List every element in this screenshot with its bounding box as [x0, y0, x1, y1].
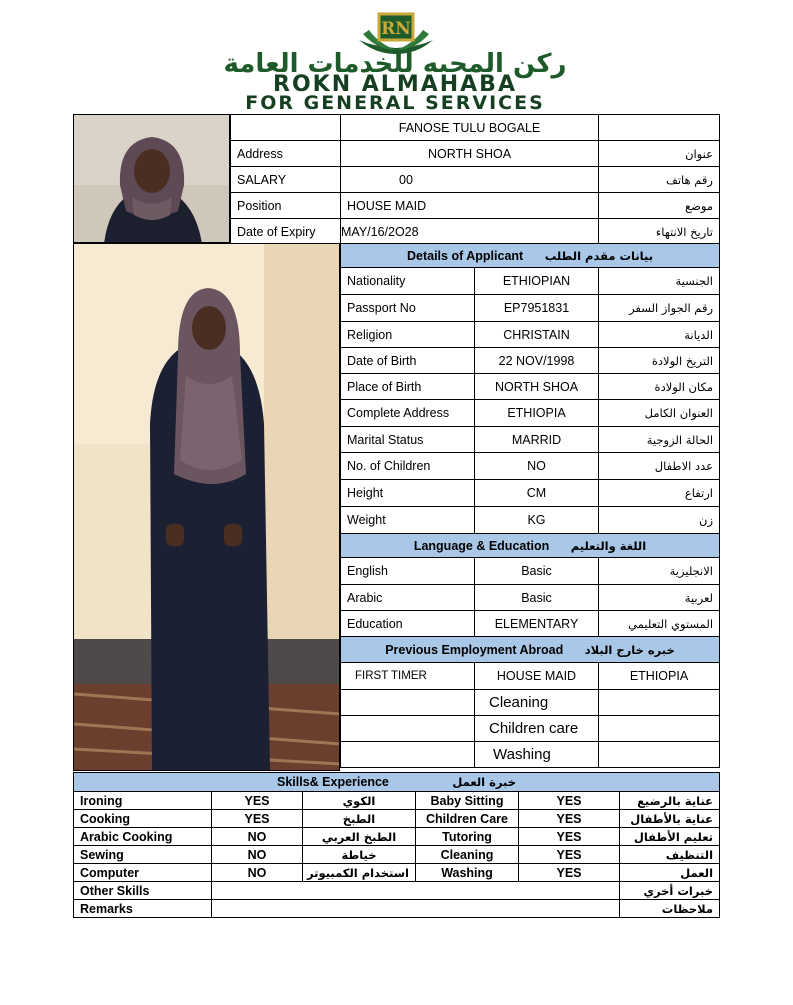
field-label: Date of Birth [341, 348, 475, 374]
field-value: 22 NOV/1998 [475, 348, 599, 374]
remarks-label-arabic: ملاحظات [620, 900, 720, 918]
skill-value: NO [212, 846, 303, 864]
section-header-employment [341, 637, 720, 663]
field-label: Complete Address [341, 400, 475, 427]
skill-label-arabic: الطبخ العربي [303, 828, 416, 846]
applicant-details-table [340, 243, 720, 768]
skill-label: Arabic Cooking [74, 828, 212, 846]
section-header-language [341, 534, 720, 558]
section-header-applicant [341, 244, 720, 268]
field-label: Height [341, 480, 475, 507]
field-value: ETHIOPIAN [475, 268, 599, 295]
skill-label-arabic: عناية بالرضيع [620, 792, 720, 810]
field-value: KG [475, 507, 599, 534]
full-body-photo [73, 243, 340, 771]
skill-value: YES [519, 864, 620, 882]
field-label-arabic: عنوان [599, 141, 720, 167]
other-skills-value [212, 882, 620, 900]
field-label: Religion [341, 322, 475, 348]
skill-label-arabic: تعليم الأطفال [620, 828, 720, 846]
field-label-arabic: رقم هاتف [599, 167, 720, 193]
field-label-arabic: زن [599, 507, 720, 534]
field-label-arabic: عدد الاطفال [599, 453, 720, 480]
field-label: SALARY [231, 167, 341, 193]
field-label: Arabic [341, 585, 475, 611]
section-title: Skills& Experience [277, 775, 389, 789]
skill-value: YES [519, 792, 620, 810]
field-value: CHRISTAIN [475, 322, 599, 348]
blank-cell [341, 716, 475, 742]
field-label: Weight [341, 507, 475, 534]
section-title-arabic: بيانات مقدم الطلب [544, 248, 654, 263]
skill-label-arabic: استخدام الكمبيوتر [303, 864, 416, 882]
field-value: MARRID [475, 427, 599, 453]
field-value: Basic [475, 585, 599, 611]
field-label: English [341, 558, 475, 585]
duty-item: Children care [475, 716, 599, 742]
field-label: Nationality [341, 268, 475, 295]
skill-label-arabic: الكوي [303, 792, 416, 810]
section-title-arabic: خبره خارج البلاد [584, 642, 675, 657]
field-label-arabic: الحالة الزوجية [599, 427, 720, 453]
duty-item: Cleaning [475, 690, 599, 716]
skill-label-arabic: الطبخ [303, 810, 416, 828]
blank-cell [599, 115, 720, 141]
section-title-arabic: خبرة العمل [452, 775, 517, 789]
remarks-value [212, 900, 620, 918]
section-title: Previous Employment Abroad [385, 642, 564, 657]
field-label-arabic: موضع [599, 193, 720, 219]
field-label-arabic: لعربية [599, 585, 720, 611]
section-title-arabic: اللغة والتعليم [570, 538, 647, 553]
skill-label: Sewing [74, 846, 212, 864]
skill-label-arabic: العمل [620, 864, 720, 882]
field-label: Education [341, 611, 475, 637]
skill-label: Children Care [416, 810, 519, 828]
other-skills-label-arabic: خبرات أخري [620, 882, 720, 900]
field-label-arabic: رقم الجواز السفر [599, 295, 720, 322]
field-label-arabic: المستوي التعليمي [599, 611, 720, 637]
skill-value: NO [212, 828, 303, 846]
field-label-arabic: الديانة [599, 322, 720, 348]
skill-label: Cooking [74, 810, 212, 828]
skill-value: YES [519, 846, 620, 864]
skill-value: YES [519, 828, 620, 846]
field-value: HOUSE MAID [341, 193, 599, 219]
field-value: NORTH SHOA [341, 141, 599, 167]
skill-label: Washing [416, 864, 519, 882]
field-label: Date of Expiry [231, 219, 341, 245]
field-label: Place of Birth [341, 374, 475, 400]
skill-label: Computer [74, 864, 212, 882]
skill-value: NO [212, 864, 303, 882]
blank-cell [599, 716, 720, 742]
field-label: Address [231, 141, 341, 167]
field-label-arabic: العنوان الكامل [599, 400, 720, 427]
field-label: Position [231, 193, 341, 219]
skill-label: Cleaning [416, 846, 519, 864]
field-value: NORTH SHOA [475, 374, 599, 400]
skills-table [73, 772, 720, 918]
other-skills-label: Other Skills [74, 882, 212, 900]
company-name-arabic: ركن المحبه للخدمات العامة [223, 49, 567, 79]
skill-value: YES [212, 810, 303, 828]
field-label-arabic: مكان الولادة [599, 374, 720, 400]
section-title: Details of Applicant [406, 248, 524, 263]
field-value: 00 [341, 167, 599, 193]
skill-label-arabic: التنظيف [620, 846, 720, 864]
section-header-skills [74, 773, 720, 792]
field-label-arabic: التريخ الولادة [599, 348, 720, 374]
skill-label: Ironing [74, 792, 212, 810]
blank-cell [599, 690, 720, 716]
field-value: MAY/16/2O28 [341, 219, 599, 245]
blank-cell [341, 742, 475, 768]
field-label-arabic: الانجليزية [599, 558, 720, 585]
remarks-label: Remarks [74, 900, 212, 918]
skill-value: YES [212, 792, 303, 810]
field-value: CM [475, 480, 599, 507]
portrait-photo [73, 114, 230, 243]
field-label-arabic: ارتفاع [599, 480, 720, 507]
skill-value: YES [519, 810, 620, 828]
field-value: EP7951831 [475, 295, 599, 322]
blank-cell [599, 742, 720, 768]
logo-initials: RN [381, 19, 411, 39]
field-value: ELEMENTARY [475, 611, 599, 637]
field-label: No. of Children [341, 453, 475, 480]
employment-position: HOUSE MAID [475, 663, 599, 690]
blank-cell [231, 115, 341, 141]
employment-country: ETHIOPIA [599, 663, 720, 690]
field-label: Marital Status [341, 427, 475, 453]
field-value: ETHIOPIA [475, 400, 599, 427]
duty-item: Washing [475, 742, 599, 768]
field-value: NO [475, 453, 599, 480]
skill-label-arabic: عناية بالأطفال [620, 810, 720, 828]
field-label-arabic: تاريخ الانتهاء [599, 219, 720, 245]
skill-label: Baby Sitting [416, 792, 519, 810]
field-value: Basic [475, 558, 599, 585]
employment-first: FIRST TIMER [341, 663, 475, 690]
section-title: Language & Education [413, 538, 550, 553]
applicant-name: FANOSE TULU BOGALE [341, 115, 599, 141]
skill-label-arabic: خياطة [303, 846, 416, 864]
company-name-line1: ROKN ALMAHABA [273, 72, 517, 97]
field-label-arabic: الجنسية [599, 268, 720, 295]
header-info-table [230, 114, 720, 245]
company-name-line2: FOR GENERAL SERVICES [245, 92, 545, 114]
skill-label: Tutoring [416, 828, 519, 846]
field-label: Passport No [341, 295, 475, 322]
blank-cell [341, 690, 475, 716]
